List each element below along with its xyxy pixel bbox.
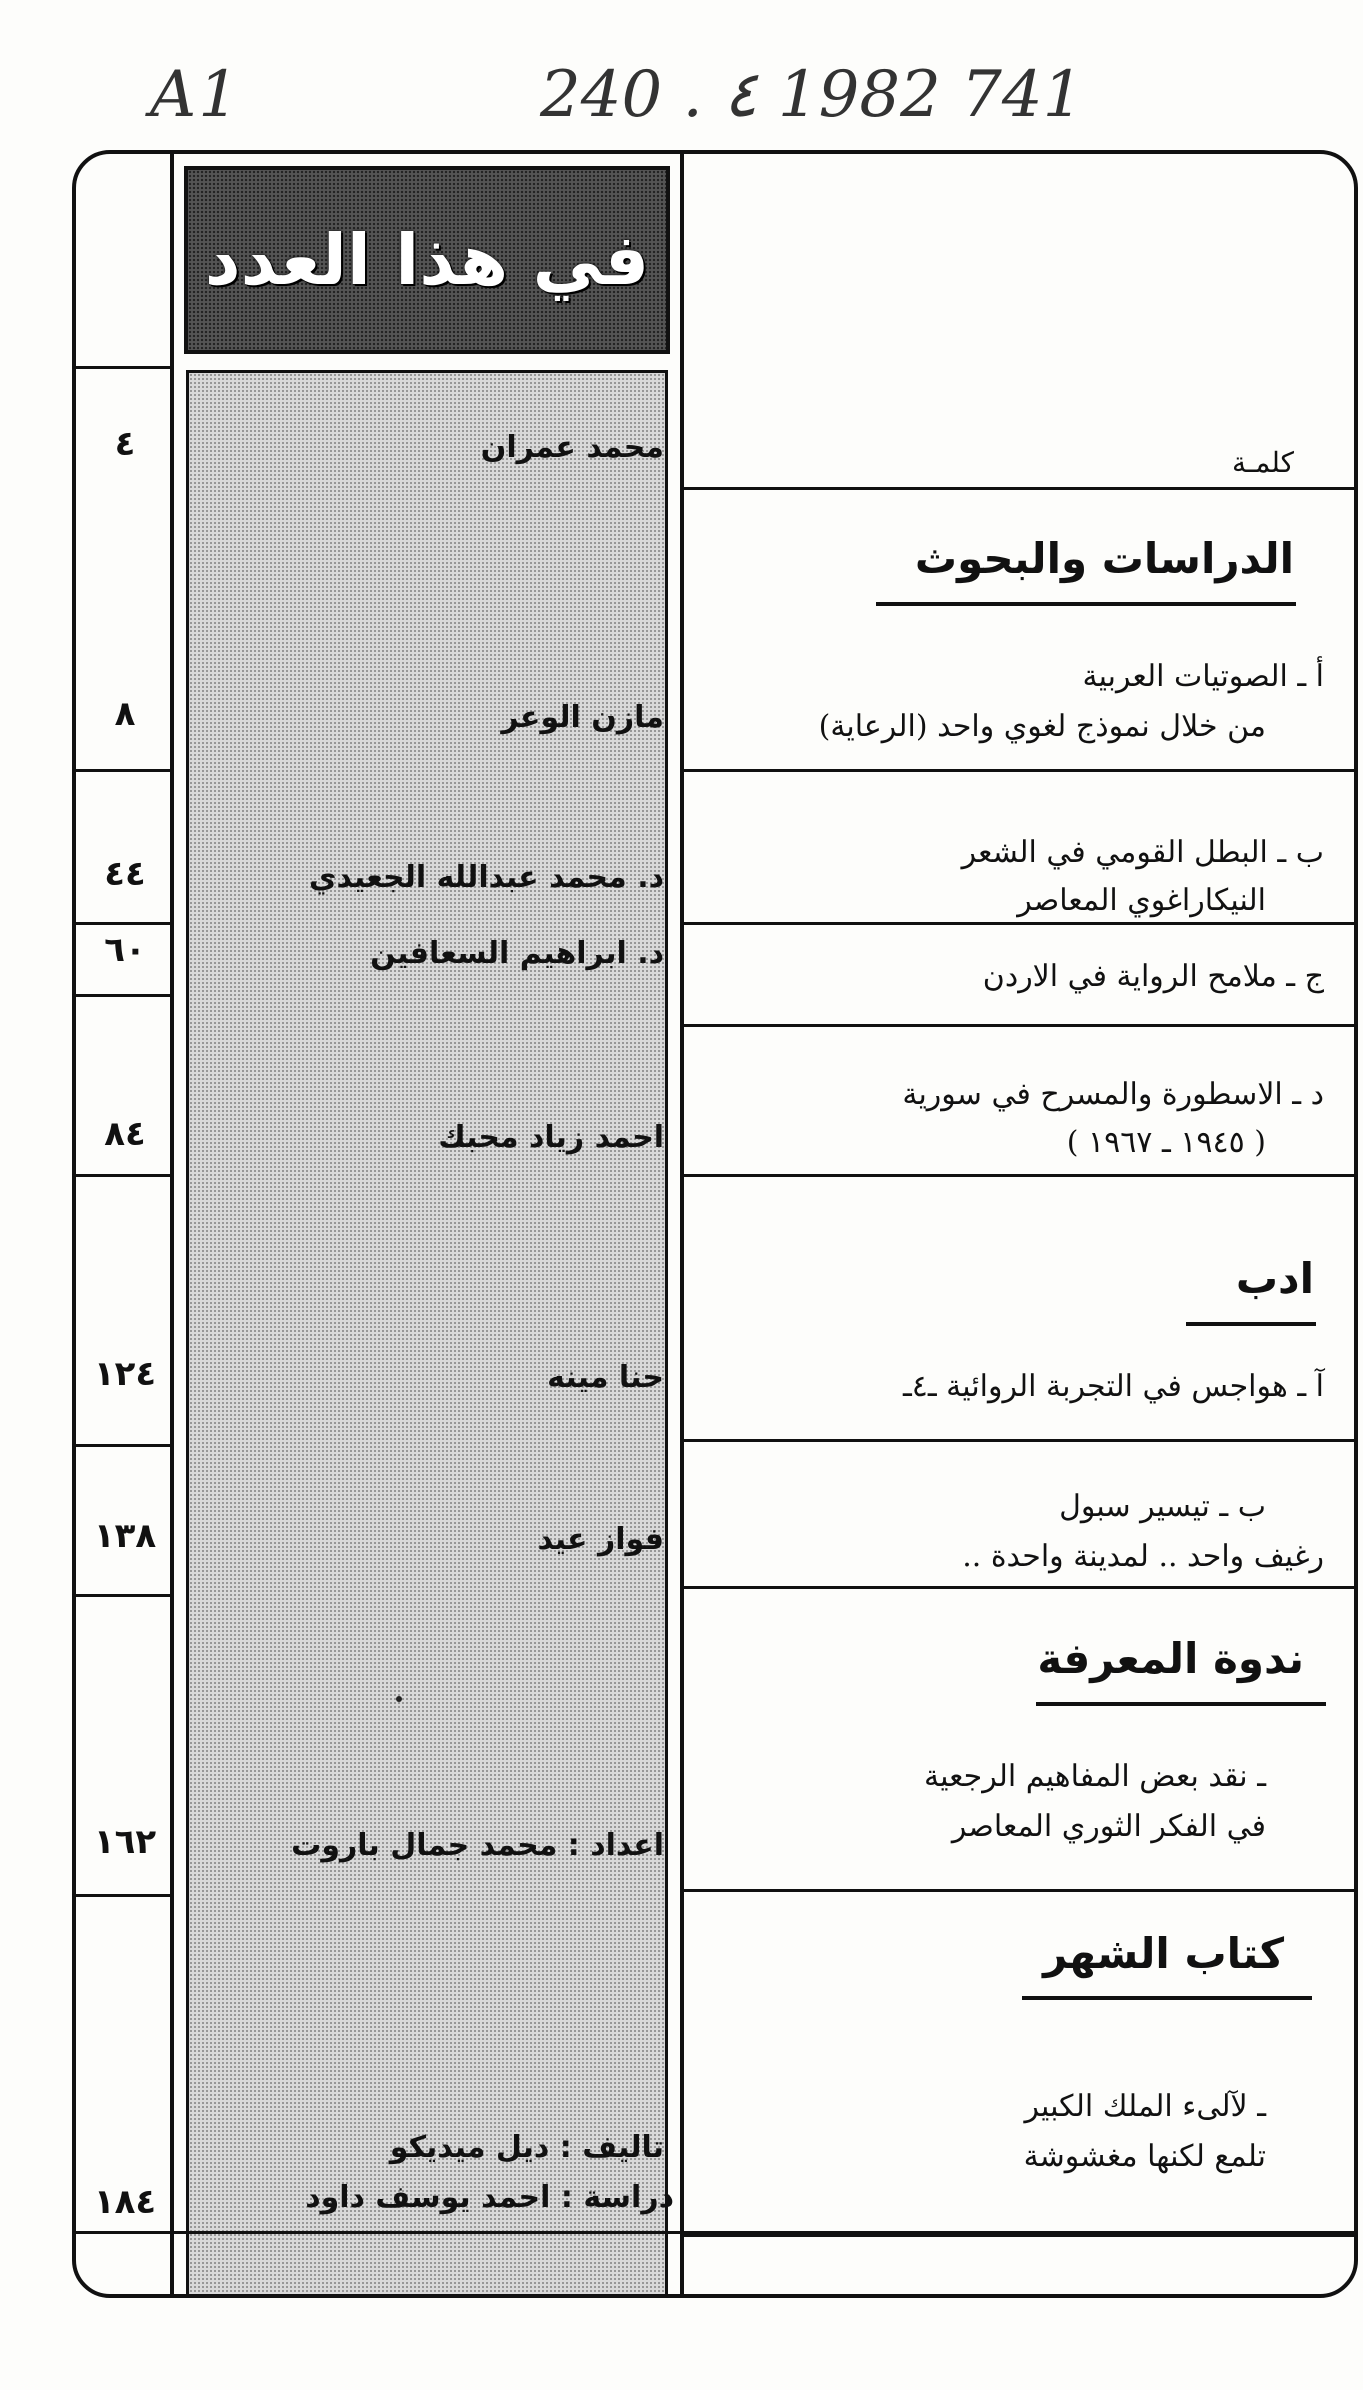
row-divider: [76, 1444, 174, 1447]
author-column: [174, 154, 684, 2294]
section-underline: [1022, 1996, 1312, 2000]
page-number: ٤٤: [104, 854, 146, 894]
handwritten-shelf-code: A1: [150, 58, 241, 132]
author-name: حنا مينه: [547, 1360, 664, 1395]
section-heading: كتاب الشهر: [1043, 1929, 1284, 1978]
article-title: د ـ الاسطورة والمسرح في سورية: [902, 1077, 1324, 1112]
page-number: ٤: [114, 424, 136, 464]
article-subtitle: تلمع لكنها مغشوشة: [1023, 2139, 1266, 2174]
article-title: ج ـ ملامح الرواية في الاردن: [982, 959, 1324, 994]
section-heading: الدراسات والبحوث: [914, 534, 1294, 583]
row-divider: [76, 366, 174, 369]
page-number: ١٦٢: [93, 1822, 157, 1862]
article-subtitle: من خلال نموذج لغوي واحد (الرعاية): [818, 709, 1266, 744]
author-name: احمد زياد محبك: [438, 1120, 664, 1155]
article-subtitle: ( ١٩٤٥ ـ ١٩٦٧ ): [1066, 1125, 1266, 1160]
page-number: ٨: [114, 694, 136, 734]
author-name: اعداد : محمد جمال باروت: [291, 1828, 664, 1863]
row-divider: [684, 487, 1354, 490]
row-divider: [76, 994, 174, 997]
contents-frame: [72, 150, 1358, 2298]
page-number: ١٨٤: [93, 2182, 157, 2222]
page-number: ١٣٨: [93, 1516, 157, 1556]
article-title: ـ نقد بعض المفاهيم الرجعية: [924, 1759, 1266, 1794]
article-subtitle: في الفكر الثوري المعاصر: [951, 1809, 1266, 1844]
author-name: فواز عيد: [537, 1522, 664, 1557]
row-divider: [76, 769, 174, 772]
row-divider: [684, 2234, 1354, 2237]
row-divider: [684, 769, 1354, 772]
author-name: د. ابراهيم السعافين: [370, 936, 664, 971]
author-name: د. محمد عبدالله الجعيدي: [309, 860, 664, 895]
article-subtitle: رغيف واحد .. لمدينة واحدة ..: [962, 1539, 1324, 1574]
row-divider: [684, 1889, 1354, 1892]
handwritten-reference: 240 . ٤ 1982 741: [540, 58, 1084, 132]
section-underline: [876, 602, 1296, 606]
section-underline: [1186, 1322, 1316, 1326]
row-divider: [684, 1174, 1354, 1177]
bottom-rule: [76, 2231, 1354, 2234]
section-heading: ندوة المعرفة: [1037, 1634, 1304, 1683]
section-heading: ادب: [1235, 1254, 1314, 1303]
title-banner: [184, 166, 670, 354]
author-name: محمد عمران: [480, 430, 664, 465]
kalima-label: كلمـة: [1231, 446, 1294, 479]
page-number: ١٢٤: [93, 1354, 157, 1394]
article-title: آ ـ هواجس في التجربة الروائية ـ٤ـ: [902, 1369, 1324, 1404]
article-title: ـ لآلىء الملك الكبير: [1024, 2089, 1266, 2124]
article-title: ب ـ البطل القومي في الشعر: [961, 835, 1324, 870]
row-divider: [684, 1586, 1354, 1589]
row-divider: [684, 1024, 1354, 1027]
row-divider: [684, 1439, 1354, 1442]
author-name: مازن الوعر: [501, 700, 664, 735]
page-number: ٦٠: [104, 930, 146, 970]
row-divider: [76, 1894, 174, 1897]
article-title: أ ـ الصوتيات العربية: [1082, 659, 1324, 694]
author-name: تاليف : ديل ميديكو: [389, 2130, 664, 2165]
article-subtitle: النيكاراغوي المعاصر: [1017, 883, 1266, 918]
print-speck: [396, 1696, 402, 1702]
section-underline: [1036, 1702, 1326, 1706]
page-number: ٨٤: [104, 1114, 146, 1154]
author-shaded-area: [186, 370, 668, 2294]
row-divider: [76, 1594, 174, 1597]
article-title: ب ـ تيسير سبول: [1059, 1489, 1266, 1524]
author-name: دراسة : احمد يوسف داود: [305, 2180, 674, 2215]
page-number-column: [76, 154, 174, 2294]
row-divider: [76, 1174, 174, 1177]
row-divider: [76, 922, 174, 925]
page-title: في هذا العدد: [204, 219, 650, 301]
